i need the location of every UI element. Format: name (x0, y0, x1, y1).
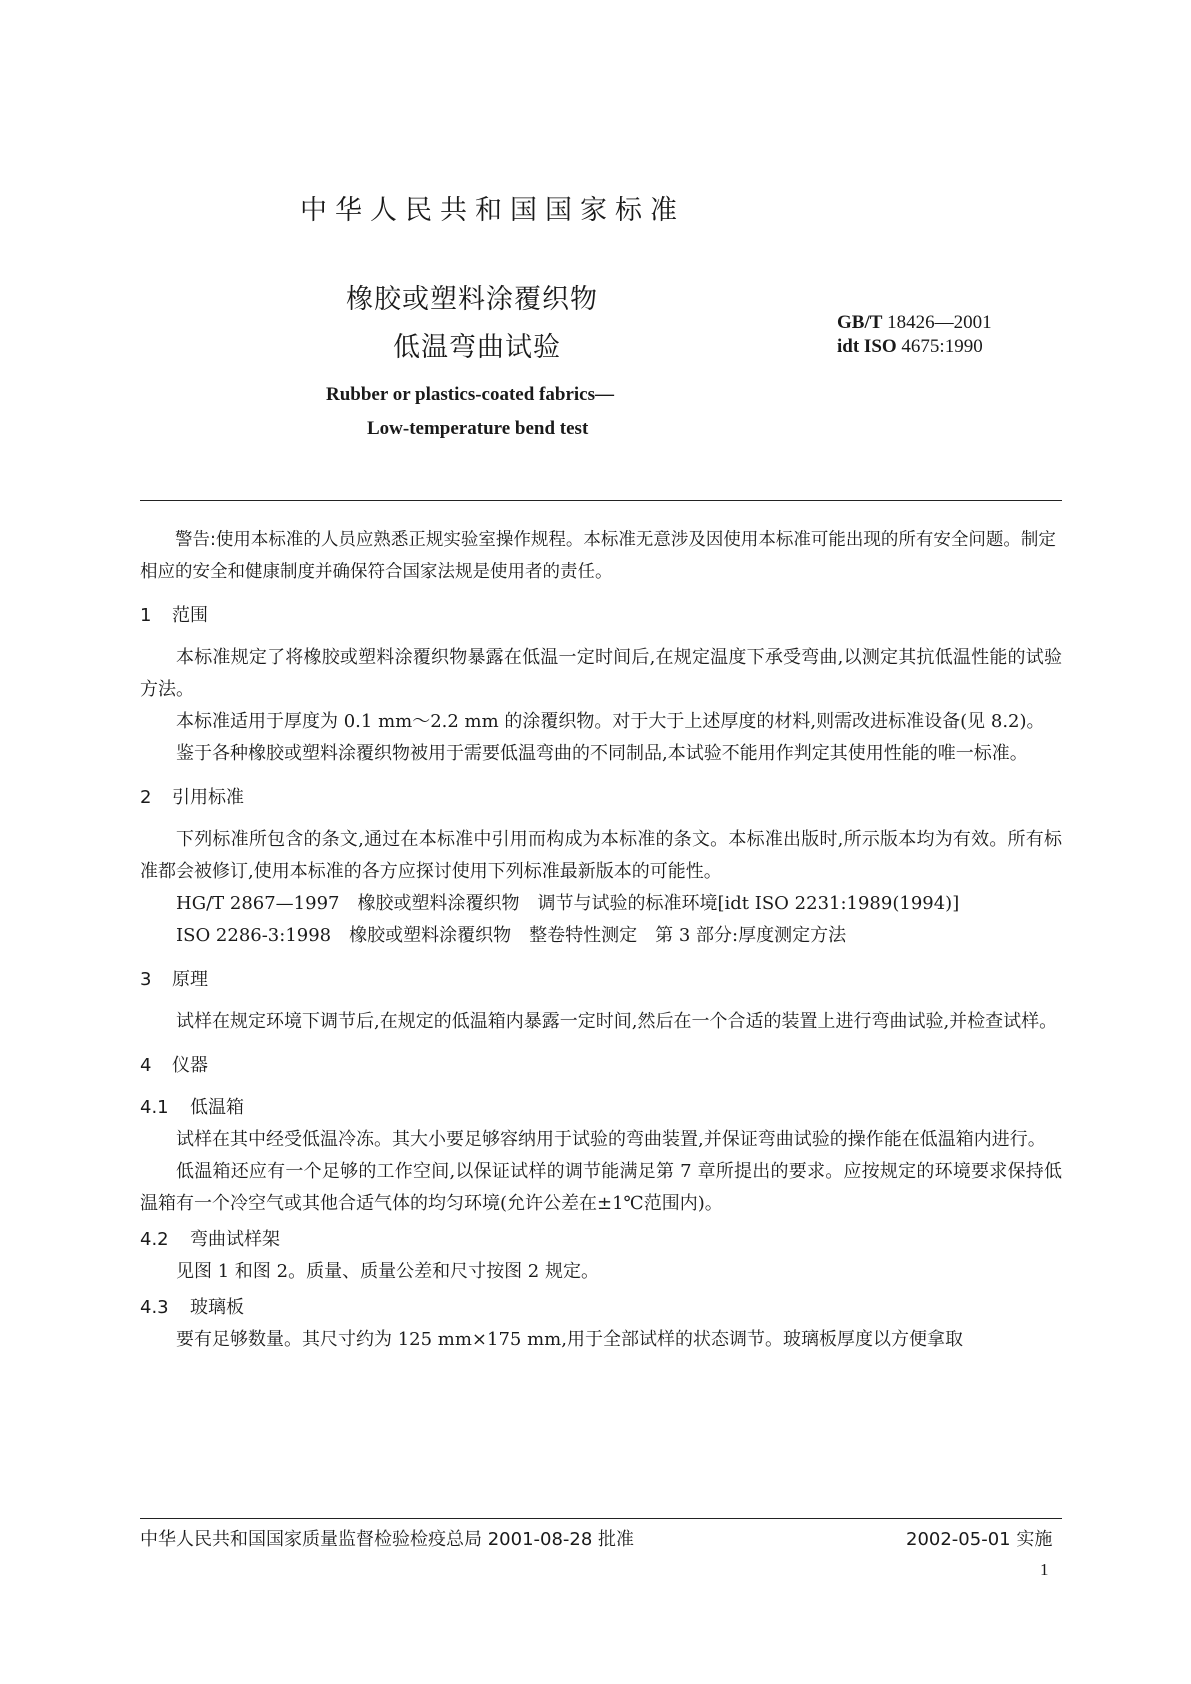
section-4-1-paragraph-1: 试样在其中经受低温冷冻。其大小要足够容纳用于试验的弯曲装置,并保证弯曲试验的操作能在低温箱内进行。 (176, 1129, 1046, 1150)
section-2-paragraph-1: 下列标准所包含的条文,通过在本标准中引用而构成为本标准的条文。本标准出版时,所示版本均为有效。所有标准都会被修订,使用本标准的各方应探讨使用下列标准最新版本的可能性。 (140, 829, 1062, 882)
section-4-1-heading (140, 1092, 1062, 1124)
title-cn-line2: 低温弯曲试验 (393, 332, 561, 363)
section-4-3-heading (140, 1292, 1062, 1324)
section-4-1-title: 低温箱 (190, 1097, 244, 1118)
section-4-3-paragraph-1: 要有足够数量。其尺寸约为 125 mm×175 mm,用于全部试样的状态调节。玻璃板厚度以方便拿取 (176, 1329, 963, 1350)
section-1-title: 范围 (172, 605, 208, 626)
section-1-paragraph-1: 本标准规定了将橡胶或塑料涂覆织物暴露在低温一定时间后,在规定温度下承受弯曲,以测定其抗低温性能的试验方法。 (140, 647, 1062, 700)
title-cn-line1: 橡胶或塑料涂覆织物 (346, 284, 598, 315)
footer-divider (140, 1518, 1062, 1519)
section-4-2-title: 弯曲试样架 (190, 1229, 280, 1250)
standard-masthead: 中华人民共和国国家标准 (300, 195, 685, 226)
title-en-line2: Low-temperature bend test (367, 418, 589, 439)
normative-reference-1: HG/T 2867—1997 橡胶或塑料涂覆织物 调节与试验的标准环境[idt ISO 2231:1989(1994)] (176, 893, 960, 914)
section-3-heading (140, 964, 1062, 996)
warning-paragraph: 警告:使用本标准的人员应熟悉正规实验室操作规程。本标准无意涉及因使用本标准可能出现的所有安全问题。制定相应的安全和健康制度并确保符合国家法规是使用者的责任。 (140, 530, 1056, 582)
page-number: 1 (1040, 1560, 1049, 1579)
section-2-number: 2 (140, 787, 152, 808)
standard-code-number: 18426—2001 (887, 312, 992, 333)
normative-reference-2: ISO 2286-3:1998 橡胶或塑料涂覆织物 整卷特性测定 第 3 部分:厚度测定方法 (176, 925, 847, 946)
section-2-title: 引用标准 (172, 787, 244, 808)
section-4-2-paragraph-1: 见图 1 和图 2。质量、质量公差和尺寸按图 2 规定。 (176, 1261, 599, 1282)
section-2-heading (140, 782, 1062, 814)
section-4-2-heading (140, 1224, 1062, 1256)
section-4-heading (140, 1050, 1062, 1082)
section-3-title: 原理 (172, 969, 208, 990)
section-1-number: 1 (140, 605, 152, 626)
idt-code-number: 4675:1990 (901, 336, 983, 357)
section-4-2-number: 4.2 (140, 1229, 169, 1250)
section-4-3-number: 4.3 (140, 1297, 169, 1318)
section-3-number: 3 (140, 969, 152, 990)
section-1-paragraph-3: 鉴于各种橡胶或塑料涂覆织物被用于需要低温弯曲的不同制品,本试验不能用作判定其使用性能的唯一标准。 (176, 743, 1028, 764)
approval-line: 中华人民共和国国家质量监督检验检疫总局 2001-08-28 批准 (140, 1529, 635, 1550)
standard-code (837, 312, 992, 334)
section-4-title: 仪器 (172, 1055, 208, 1076)
section-1-heading (140, 600, 1062, 632)
section-4-number: 4 (140, 1055, 152, 1076)
idt-code-prefix: idt ISO (837, 336, 897, 357)
section-4-3-title: 玻璃板 (190, 1297, 244, 1318)
implementation-date: 2002-05-01 实施 (906, 1529, 1053, 1550)
section-3-paragraph-1: 试样在规定环境下调节后,在规定的低温箱内暴露一定时间,然后在一个合适的装置上进行弯曲试验,并检查试样。 (176, 1011, 1058, 1032)
section-4-1-paragraph-2: 低温箱还应有一个足够的工作空间,以保证试样的调节能满足第 7 章所提出的要求。应按规定的环境要求保持低温箱有一个冷空气或其他合适气体的均匀环境(允许公差在±1℃范围内)。 (140, 1161, 1062, 1214)
header-divider (140, 500, 1062, 501)
document-body (140, 524, 1062, 1356)
title-en-line1: Rubber or plastics-coated fabrics— (326, 384, 614, 405)
standard-code-prefix: GB/T (837, 312, 883, 333)
section-4-1-number: 4.1 (140, 1097, 169, 1118)
section-1-paragraph-2: 本标准适用于厚度为 0.1 mm～2.2 mm 的涂覆织物。对于大于上述厚度的材料,则需改进标准设备(见 8.2)。 (176, 711, 1045, 732)
idt-code (837, 336, 983, 358)
